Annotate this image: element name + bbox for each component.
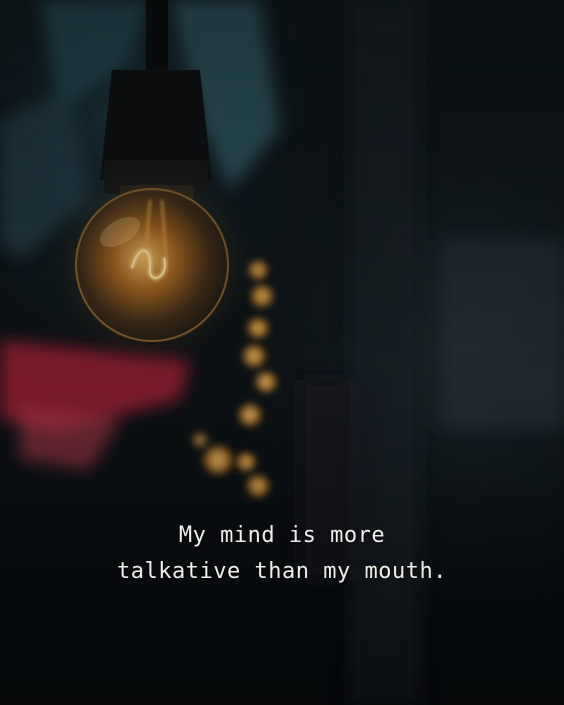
quote-text (0, 518, 564, 590)
quote-line-1: My mind is more (178, 523, 386, 548)
quote-line-2: talkative than my mouth. (117, 559, 447, 584)
